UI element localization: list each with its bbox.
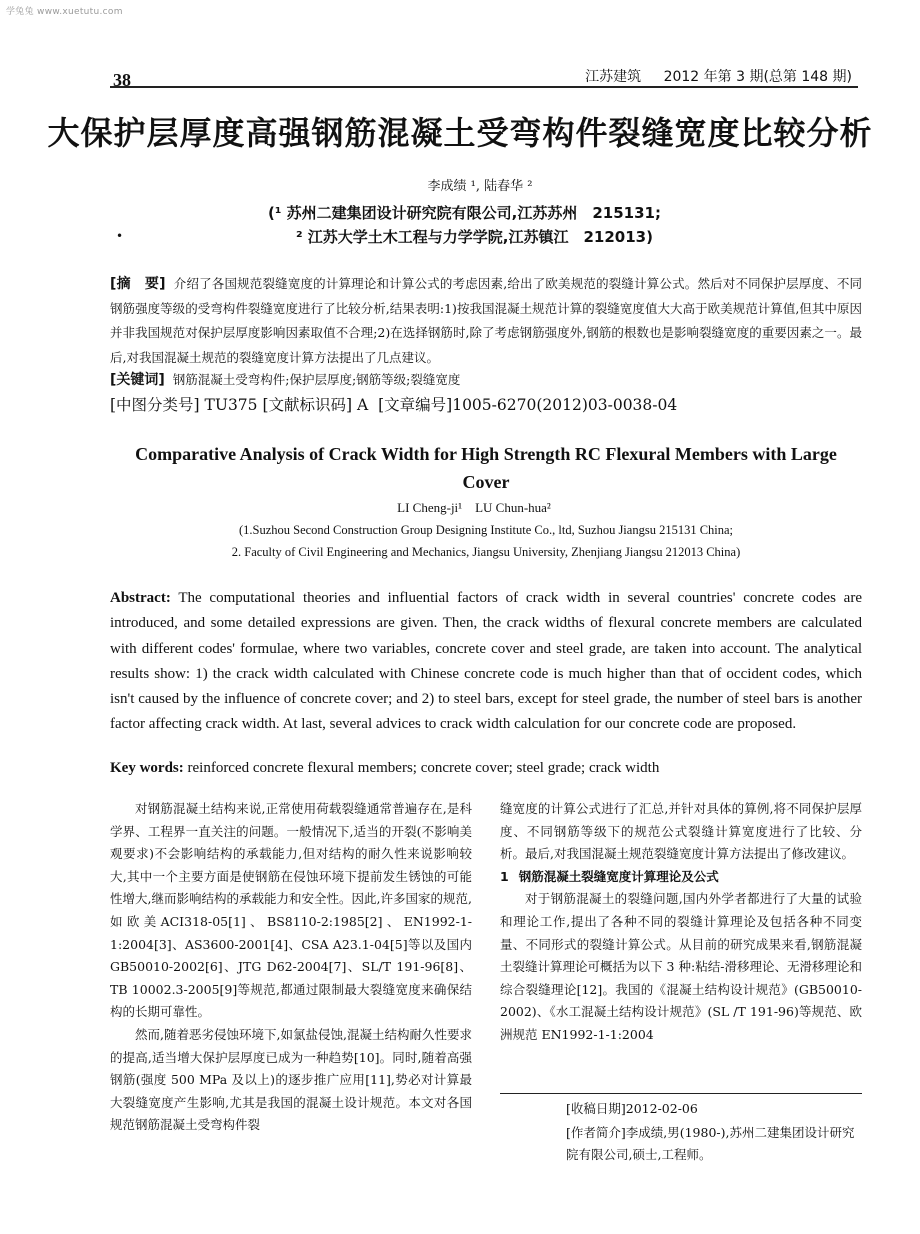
classification-line [110, 393, 677, 415]
bullet-mark: • [116, 229, 124, 243]
clc-value: TU375 [204, 396, 258, 414]
abstract-en-text: The computational theories and influential factors of crack width in several countries' concrete codes are introduced, and some detailed expressions are given. Then, the crack widths of flexural concrete members are calculated with different codes' formulae, where two variables, concrete cover and steel grade, are taken into account. The analytical results show: 1) the crack width calculated with Chinese concrete code is much higher than that of occident codes, which isn't caused by the influence of concrete cover; and 2) to steel bars, except for steel grade, the number of steel bars is another factor affecting crack width. At last, several advices to crack width calculation for our concrete code are proposed. [110, 590, 862, 733]
keywords-cn-label: [关键词] [110, 372, 165, 388]
abstract-chinese [110, 272, 862, 370]
abstract-en-label: Abstract: [110, 590, 171, 606]
body-column-right [500, 798, 862, 1047]
keywords-en-text: reinforced concrete flexural members; concrete cover; steel grade; crack width [183, 760, 660, 776]
header-rule [110, 86, 858, 88]
affiliation-en-2: 2. Faculty of Civil Engineering and Mechanics, Jiangsu University, Zhenjiang Jiangsu 212013 China) [231, 545, 741, 559]
page-number: 38 [113, 70, 131, 90]
doc-code-label: [文献标识码] [262, 396, 353, 414]
title-english: Comparative Analysis of Crack Width for High Strength RC Flexural Members with Large Cover [135, 444, 837, 492]
keywords-cn-text: 钢筋混凝土受弯构件;保护层厚度;钢筋等级;裂缝宽度 [172, 372, 461, 387]
journal-name: 江苏建筑 [585, 69, 642, 85]
section-number: 1 [500, 868, 509, 884]
abstract-cn-label: [摘 要] [110, 276, 166, 292]
abstract-cn-text: 介绍了各国规范裂缝宽度的计算理论和计算公式的考虑因素,给出了欧美规范的裂缝计算公式。然后对不同保护层厚度、不同钢筋强度等级的受弯构件裂缝宽度进行了比较分析,结果表明:1)按我国混凝土规范计算的裂缝宽度值大大高于欧美规范计算值,但其中原因并非我国规范对保护层厚度影响因素取值不合理;2)在选择钢筋时,除了考虑钢筋强度外,钢筋的根数也是影响裂缝宽度的重要因素之一。最后,对我国混凝土规范的裂缝宽度计算方法提出了几点建议。 [110, 276, 862, 365]
affiliation-en-1: (1.Suzhou Second Construction Group Designing Institute Co., ltd, Suzhou Jiangsu 215131 China; [238, 523, 734, 537]
keywords-chinese [110, 369, 460, 389]
doc-code-value: A [357, 396, 369, 414]
keywords-english [110, 760, 659, 777]
journal-issue: 2012 年第 3 期(总第 148 期) [663, 69, 852, 85]
section-heading [500, 866, 862, 889]
footnote-author-bio: [作者简介]李成绩,男(1980-),苏州二建集团设计研究院有限公司,硕士,工程师。 [566, 1125, 855, 1162]
watermark: 学兔兔 www.xuetutu.com [6, 7, 123, 17]
body-paragraph: 然而,随着恶劣侵蚀环境下,如氯盐侵蚀,混凝土结构耐久性要求的提高,适当增大保护层厚度已成为一种趋势[10]。同时,随着高强钢筋(强度 500 MPa 及以上)的逐步推广应用[11],势必对计算最大裂缝宽度产生影响,尤其是我国的混凝土设计规范。本文对各国规范钢筋混凝土受弯构件裂 [110, 1026, 472, 1133]
section-title: 钢筋混凝土裂缝宽度计算理论及公式 [518, 868, 719, 884]
body-paragraph: 对钢筋混凝土结构来说,正常使用荷载裂缝通常普遍存在,是科学界、工程界一直关注的问题。一般情况下,适当的开裂(不影响美观要求)不会影响结构的承载能力,但对结构的耐久性来说影响较大,其中一个主要方面是使钢筋在侵蚀环境下提前发生锈蚀的可能性增大,继而影响结构的承载能力和安全性。因此,许多国家的规范,如欧美ACI318-05[1]、BS8110-2:1985[2]、EN1992-1-1:2004[3]、AS3600-2001[4]、CSA A23.1-04[5]等以及国内 GB50010-2002[6]、JTG D62-2004[7]、SL/T 191-96[8]、TB 10002.3-2005[9]等规范,都通过限制最大裂缝宽度来确保结构的长期可靠性。 [110, 801, 472, 1020]
keywords-en-label: Key words: [110, 760, 184, 776]
authors-english: LI Cheng-ji¹ LU Chun-hua² [397, 500, 551, 515]
affiliation-cn-2: ² 江苏大学土木工程与力学学院,江苏镇江 212013) [296, 228, 653, 246]
body-column-left [110, 798, 472, 1137]
authors-chinese: 李成绩 ¹, 陆春华 ² [427, 179, 533, 194]
footnote-received-date: [收稿日期]2012-02-06 [566, 1101, 698, 1116]
affiliation-cn-1: (¹ 苏州二建集团设计研究院有限公司,江苏苏州 215131; [268, 204, 661, 222]
footnote-rule [500, 1093, 862, 1094]
article-no-label: [文章编号] [378, 396, 453, 414]
clc-label: [中图分类号] [110, 396, 200, 414]
abstract-english [110, 586, 862, 738]
article-no-value: 1005-6270(2012)03-0038-04 [452, 396, 678, 414]
body-paragraph: 缝宽度的计算公式进行了汇总,并针对具体的算例,将不同保护层厚度、不同钢筋等级下的规范公式裂缝计算宽度进行了比较、分析。最后,对我国混凝土规范裂缝宽度计算方法提出了修改建议。 [500, 801, 862, 862]
title-chinese: 大保护层厚度高强钢筋混凝土受弯构件裂缝宽度比较分析 [47, 114, 873, 152]
body-paragraph: 对于钢筋混凝土的裂缝问题,国内外学者都进行了大量的试验和理论工作,提出了各种不同的裂缝计算理论及包括各种不同变量、不同形式的裂缝计算公式。从目前的研究成果来看,钢筋混凝土裂缝计算理论可概括为以下 3 种:粘结-滑移理论、无滑移理论和综合裂缝理论[12]。我国的《混凝土结构设计规范》(GB50010-2002)、《水工混凝土结构设计规范》(SL /T 191-96)等规范、欧洲规范 EN1992-1-1:2004 [500, 891, 862, 1042]
running-header [567, 66, 852, 86]
